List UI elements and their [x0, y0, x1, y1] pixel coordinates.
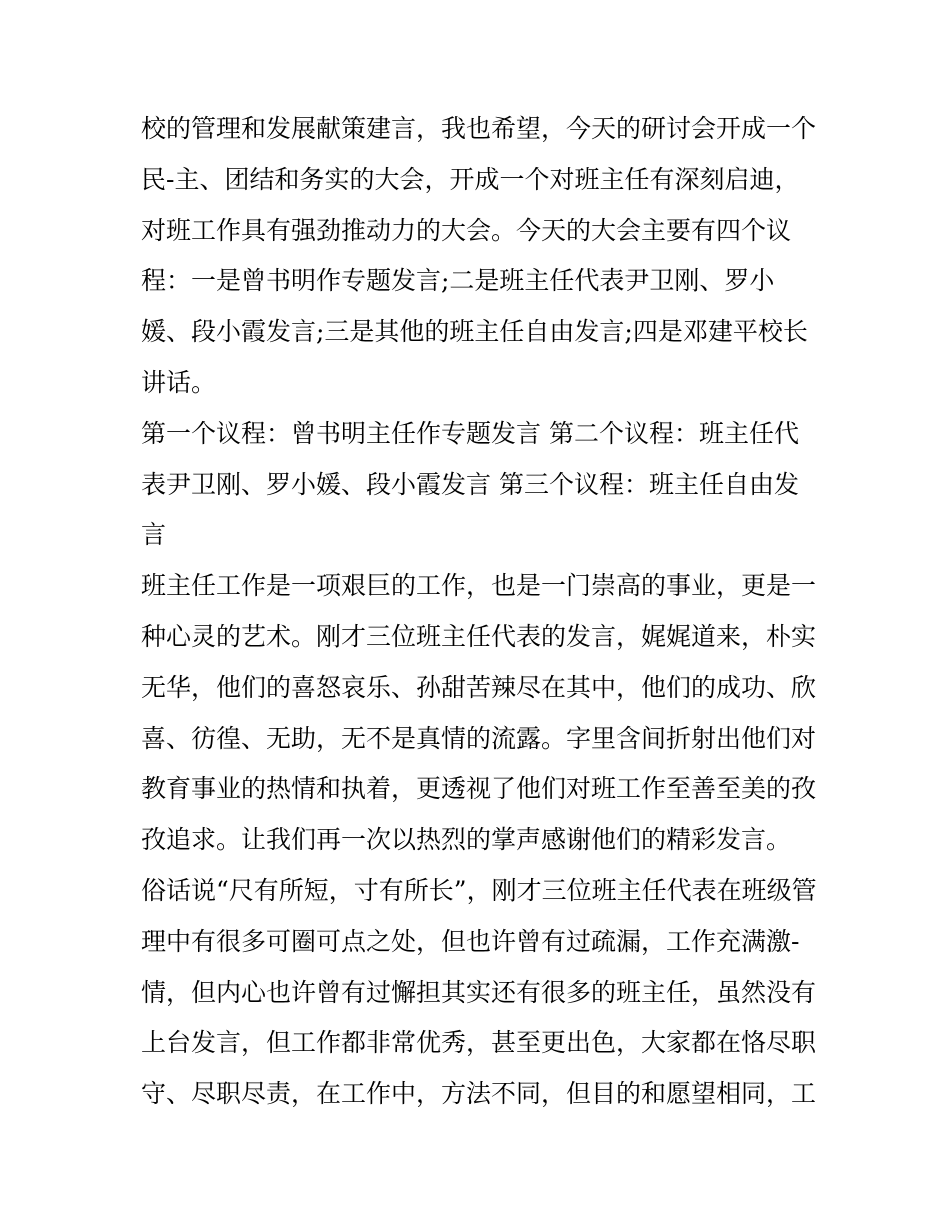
text-line-13: 喜、彷徨、无助，无不是真情的流露。字里含间折射出他们对: [141, 723, 817, 753]
text-line-15: 孜追求。让我们再一次以热烈的掌声感谢他们的精彩发言。: [141, 825, 792, 855]
text-line-7: 第一个议程：曾书明主任作专题发言 第二个议程：班主任代: [141, 418, 799, 448]
text-line-4: 程：一是曾书明作专题发言;二是班主任代表尹卫刚、罗小: [141, 266, 775, 296]
text-line-18: 情，但内心也许曾有过懈担其实还有很多的班主任，虽然没有: [141, 977, 817, 1007]
text-line-16: 俗话说“尺有所短，寸有所长”，刚才三位班主任代表在班级管: [141, 875, 817, 905]
text-line-2: 民-主、团结和务实的大会，开成一个对班主任有深刻启迪，: [141, 164, 800, 194]
text-line-1: 校的管理和发展献策建言，我也希望，今天的研讨会开成一个: [141, 114, 817, 143]
text-line-17: 理中有很多可圈可点之处，但也许曾有过疏漏，工作充满激-: [141, 926, 800, 956]
text-line-11: 种心灵的艺术。刚才三位班主任代表的发言，娓娓道来，朴实: [141, 621, 817, 651]
body-text: [141, 104, 821, 1120]
text-line-6: 讲话。: [141, 367, 217, 397]
text-line-5: 媛、段小霞发言;三是其他的班主任自由发言;四是邓建平校长: [141, 317, 808, 347]
text-line-8: 表尹卫刚、罗小媛、段小霞发言 第三个议程：班主任自由发: [141, 469, 799, 499]
text-line-14: 教育事业的热情和执着，更透视了他们对班工作至善至美的孜: [141, 774, 817, 804]
text-line-19: 上台发言，但工作都非常优秀，甚至更出色，大家都在恪尽职: [141, 1028, 817, 1058]
text-line-3: 对班工作具有强劲推动力的大会。今天的大会主要有四个议: [141, 215, 792, 245]
text-line-9: 言: [141, 520, 167, 550]
text-line-12: 无华，他们的喜怒哀乐、孙甜苦辣尽在其中，他们的成功、欣: [141, 672, 817, 702]
text-line-20: 守、尽职尽责，在工作中，方法不同，但目的和愿望相同，工: [141, 1079, 817, 1109]
text-line-10: 班主任工作是一项艰巨的工作，也是一门崇高的事业，更是一: [141, 571, 817, 601]
